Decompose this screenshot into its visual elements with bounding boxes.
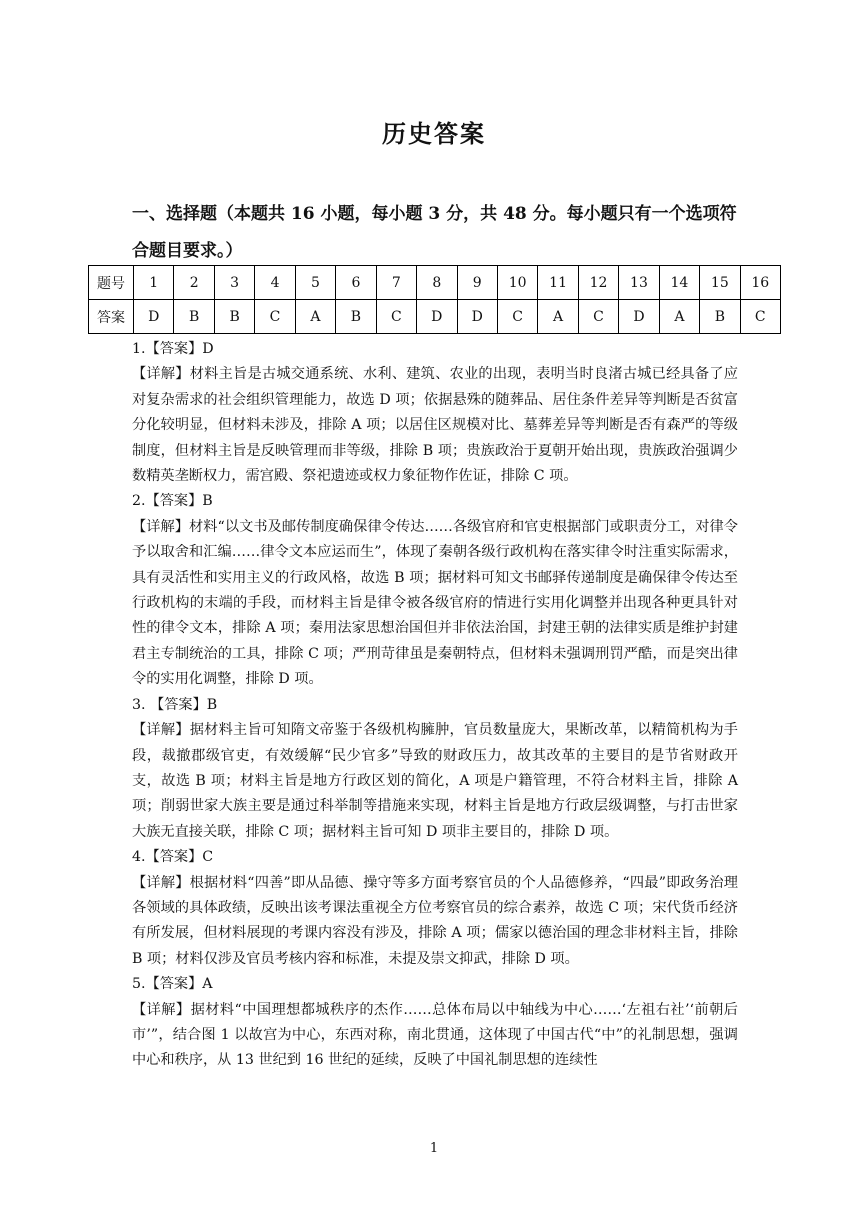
question-number: 15 — [700, 266, 740, 300]
question-number: 9 — [457, 266, 497, 300]
row-label-answer: 答案 — [89, 300, 134, 334]
question-number: 11 — [538, 266, 578, 300]
question-number: 6 — [336, 266, 376, 300]
question-number: 4 — [255, 266, 295, 300]
answer-cell: D — [619, 300, 659, 334]
answer-row — [89, 300, 781, 334]
question-number: 5 — [295, 266, 335, 300]
question-number: 16 — [740, 266, 780, 300]
question-number: 8 — [417, 266, 457, 300]
answer-table — [88, 265, 781, 334]
detail-paragraph-3: 【详解】据材料主旨可知隋文帝鉴于各级机构臃肿，官员数量庞大，果断改革，以精简机构为手段，裁撤郡级官吏，有效缓解“民少官多”导致的财政压力，故其改革的主要目的是节省财政开支，故选 B 项；材料主旨是地方行政区划的简化，A 项是户籍管理，不符合材料主旨，排除 A 项；削弱世家大族主要是通过科举制等措施来实现，材料主旨是地方行政层级调整，与打击世家大族无直接关联，排除 C 项；据材料主旨可知 D 项非主要目的，排除 D 项。 — [132, 722, 738, 840]
detail-paragraph-4: 【详解】根据材料“四善”即从品德、操守等多方面考察官员的个人品德修养，“四最”即政务治理各领域的具体政绩，反映出该考课法重视全方位考察官员的综合素养，故选 C 项；宋代货币经济有所发展，但材料展现的考课内容没有涉及，排除 A 项；儒家以德治国的理念非材料主旨，排除 B 项；材料仅涉及官员考核内容和标准，未提及崇文抑武，排除 D 项。 — [132, 874, 738, 967]
answer-line-4: 4.【答案】C — [132, 849, 214, 866]
number-row — [89, 266, 781, 300]
row-label-number: 题号 — [89, 266, 134, 300]
page-title: 历史答案 — [382, 119, 486, 148]
answer-line-1: 1.【答案】D — [132, 341, 214, 357]
section-heading: 一、选择题（本题共 16 小题，每小题 3 分，共 48 分。每小题只有一个选项符合题目要求。） — [132, 204, 737, 261]
question-number: 2 — [174, 266, 214, 300]
question-number: 14 — [659, 266, 699, 300]
answer-line-3: 3. 【答案】B — [132, 696, 218, 713]
answer-cell: D — [417, 300, 457, 334]
answer-explanations — [132, 337, 738, 1074]
answer-line-2: 2.【答案】B — [132, 493, 213, 510]
page-number: 1 — [429, 1141, 439, 1156]
question-number: 13 — [619, 266, 659, 300]
answer-cell: C — [376, 300, 416, 334]
answer-line-5: 5.【答案】A — [132, 976, 213, 993]
question-number: 3 — [214, 266, 254, 300]
answer-cell: A — [538, 300, 578, 334]
detail-paragraph-1: 【详解】材料主旨是古城交通系统、水利、建筑、农业的出现，表明当时良渚古城已经具备了应对复杂需求的社会组织管理能力，故选 D 项；依据悬殊的随葬品、居住条件差异等判断是否贫富分化较明显，但材料未涉及，排除 A 项；以居住区规模对比、墓葬差异等判断是否有森严的等级制度，但材料主旨是反映管理而非等级，排除 B 项；贵族政治于夏朝开始出现，贵族政治强调少数精英垄断权力，需宫殿、祭祀遗迹或权力象征物作佐证，排除 C 项。 — [132, 366, 738, 485]
question-number: 12 — [578, 266, 618, 300]
answer-cell: B — [214, 300, 254, 334]
detail-paragraph-2: 【详解】材料“以文书及邮传制度确保律令传达……各级官府和官吏根据部门或职责分工，对律令予以取舍和汇编……律令文本应运而生”，体现了秦朝各级行政机构在落实律令时注重实际需求，具有灵活性和实用主义的行政风格，故选 B 项；据材料可知文书邮驿传递制度是确保律令传达至行政机构的末端的手段，而材料主旨是律令被各级官府的情进行实用化调整并出现各种更具针对性的律令文本，排除 A 项；秦用法家思想治国但并非依法治国，封建王朝的法律实质是维护封建君主专制统治的工具，排除 C 项；严刑苛律虽是秦朝特点，但材料未强调刑罚严酷，而是突出律令的实用化调整，排除 D 项。 — [132, 518, 738, 688]
detail-paragraph-5: 【详解】据材料“中国理想都城秩序的杰作……总体布局以中轴线为中心……‘左祖右社’‘前朝后市’”，结合图 1 以故宫为中心，东西对称，南北贯通，这体现了中国古代“中”的礼制思想，强调中心和秩序，从 13 世纪到 16 世纪的延续，反映了中国礼制思想的连续性 — [132, 1001, 738, 1069]
answer-cell: C — [255, 300, 295, 334]
answer-cell: B — [174, 300, 214, 334]
question-number: 10 — [497, 266, 537, 300]
answer-cell: C — [497, 300, 537, 334]
answer-cell: B — [700, 300, 740, 334]
answer-cell: D — [457, 300, 497, 334]
answer-cell: A — [295, 300, 335, 334]
answer-cell: C — [578, 300, 618, 334]
answer-cell: A — [659, 300, 699, 334]
answer-cell: C — [740, 300, 780, 334]
answer-cell: B — [336, 300, 376, 334]
question-number: 1 — [134, 266, 174, 300]
question-number: 7 — [376, 266, 416, 300]
answer-cell: D — [134, 300, 174, 334]
